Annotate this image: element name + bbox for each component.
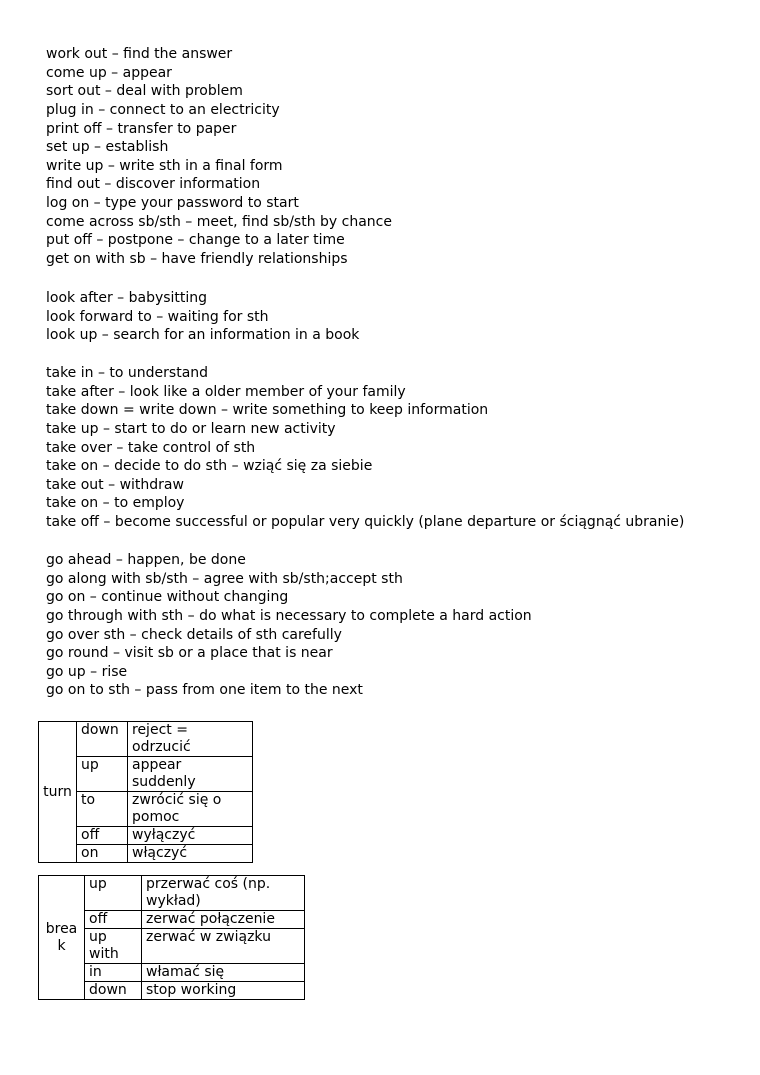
break-phrasal-verbs-table <box>38 875 305 1000</box>
list-item: put off – postpone – change to a later time <box>46 232 345 249</box>
list-item: get on with sb – have friendly relationships <box>46 251 348 268</box>
list-item: go round – visit sb or a place that is near <box>46 645 333 662</box>
list-item: go through with sth – do what is necessary to complete a hard action <box>46 607 532 624</box>
particle-cell: down <box>85 982 142 1000</box>
phrasal-verbs-general-list <box>46 45 392 269</box>
list-item: look forward to – waiting for sth <box>46 308 269 325</box>
meaning-cell: zerwać w związku <box>142 929 305 964</box>
list-item: print off – transfer to paper <box>46 120 237 137</box>
list-item: come across sb/sth – meet, find sb/sth by chance <box>46 213 392 230</box>
list-item: write up – write sth in a final form <box>46 157 283 174</box>
particle-cell: in <box>85 964 142 982</box>
phrasal-verbs-go-list <box>46 551 532 700</box>
list-item: work out – find the answer <box>46 46 233 62</box>
list-item: take over – take control of sth <box>46 439 256 456</box>
list-item: go along with sb/sth – agree with sb/sth;accept sth <box>46 570 403 587</box>
table-row <box>39 876 305 911</box>
list-item: take out – withdraw <box>46 476 184 493</box>
meaning-cell: reject = odrzucić <box>128 722 253 757</box>
list-item: take on – to employ <box>46 495 185 512</box>
list-item: look after – babysitting <box>46 290 208 306</box>
particle-cell: up <box>77 757 128 792</box>
particle-cell: on <box>77 845 128 863</box>
particle-cell: up with <box>85 929 142 964</box>
meaning-cell: wyłączyć <box>128 827 253 845</box>
table-row <box>39 722 253 757</box>
particle-cell: down <box>77 722 128 757</box>
list-item: go on to sth – pass from one item to the next <box>46 682 363 699</box>
particle-cell: off <box>85 911 142 929</box>
meaning-cell: włączyć <box>128 845 253 863</box>
list-item: look up – search for an information in a book <box>46 327 360 344</box>
list-item: go over sth – check details of sth carefully <box>46 626 342 643</box>
list-item: log on – type your password to start <box>46 195 299 212</box>
list-item: find out – discover information <box>46 176 261 193</box>
phrasal-verbs-take-list <box>46 364 684 532</box>
list-item: take after – look like a older member of your family <box>46 383 406 400</box>
verb-cell: break <box>39 876 85 1000</box>
list-item: take in – to understand <box>46 365 209 381</box>
list-item: go ahead – happen, be done <box>46 552 246 568</box>
list-item: take on – decide to do sth – wziąć się za siebie <box>46 458 373 475</box>
list-item: sort out – deal with problem <box>46 83 243 100</box>
meaning-cell: włamać się <box>142 964 305 982</box>
list-item: go up – rise <box>46 663 128 680</box>
meaning-cell: zerwać połączenie <box>142 911 305 929</box>
meaning-cell: zwrócić się o pomoc <box>128 792 253 827</box>
verb-cell: turn <box>39 722 77 863</box>
list-item: take up – start to do or learn new activity <box>46 420 336 437</box>
meaning-cell: przerwać coś (np. wykład) <box>142 876 305 911</box>
meaning-cell: appear suddenly <box>128 757 253 792</box>
meaning-cell: stop working <box>142 982 305 1000</box>
phrasal-verbs-look-list <box>46 289 359 345</box>
list-item: set up – establish <box>46 139 169 156</box>
list-item: plug in – connect to an electricity <box>46 101 280 118</box>
particle-cell: off <box>77 827 128 845</box>
list-item: take down = write down – write something to keep information <box>46 402 489 419</box>
list-item: come up – appear <box>46 64 172 81</box>
list-item: take off – become successful or popular very quickly (plane departure or ściągnąć ubranie) <box>46 514 685 531</box>
list-item: go on – continue without changing <box>46 589 289 606</box>
particle-cell: up <box>85 876 142 911</box>
turn-phrasal-verbs-table <box>38 721 253 863</box>
particle-cell: to <box>77 792 128 827</box>
